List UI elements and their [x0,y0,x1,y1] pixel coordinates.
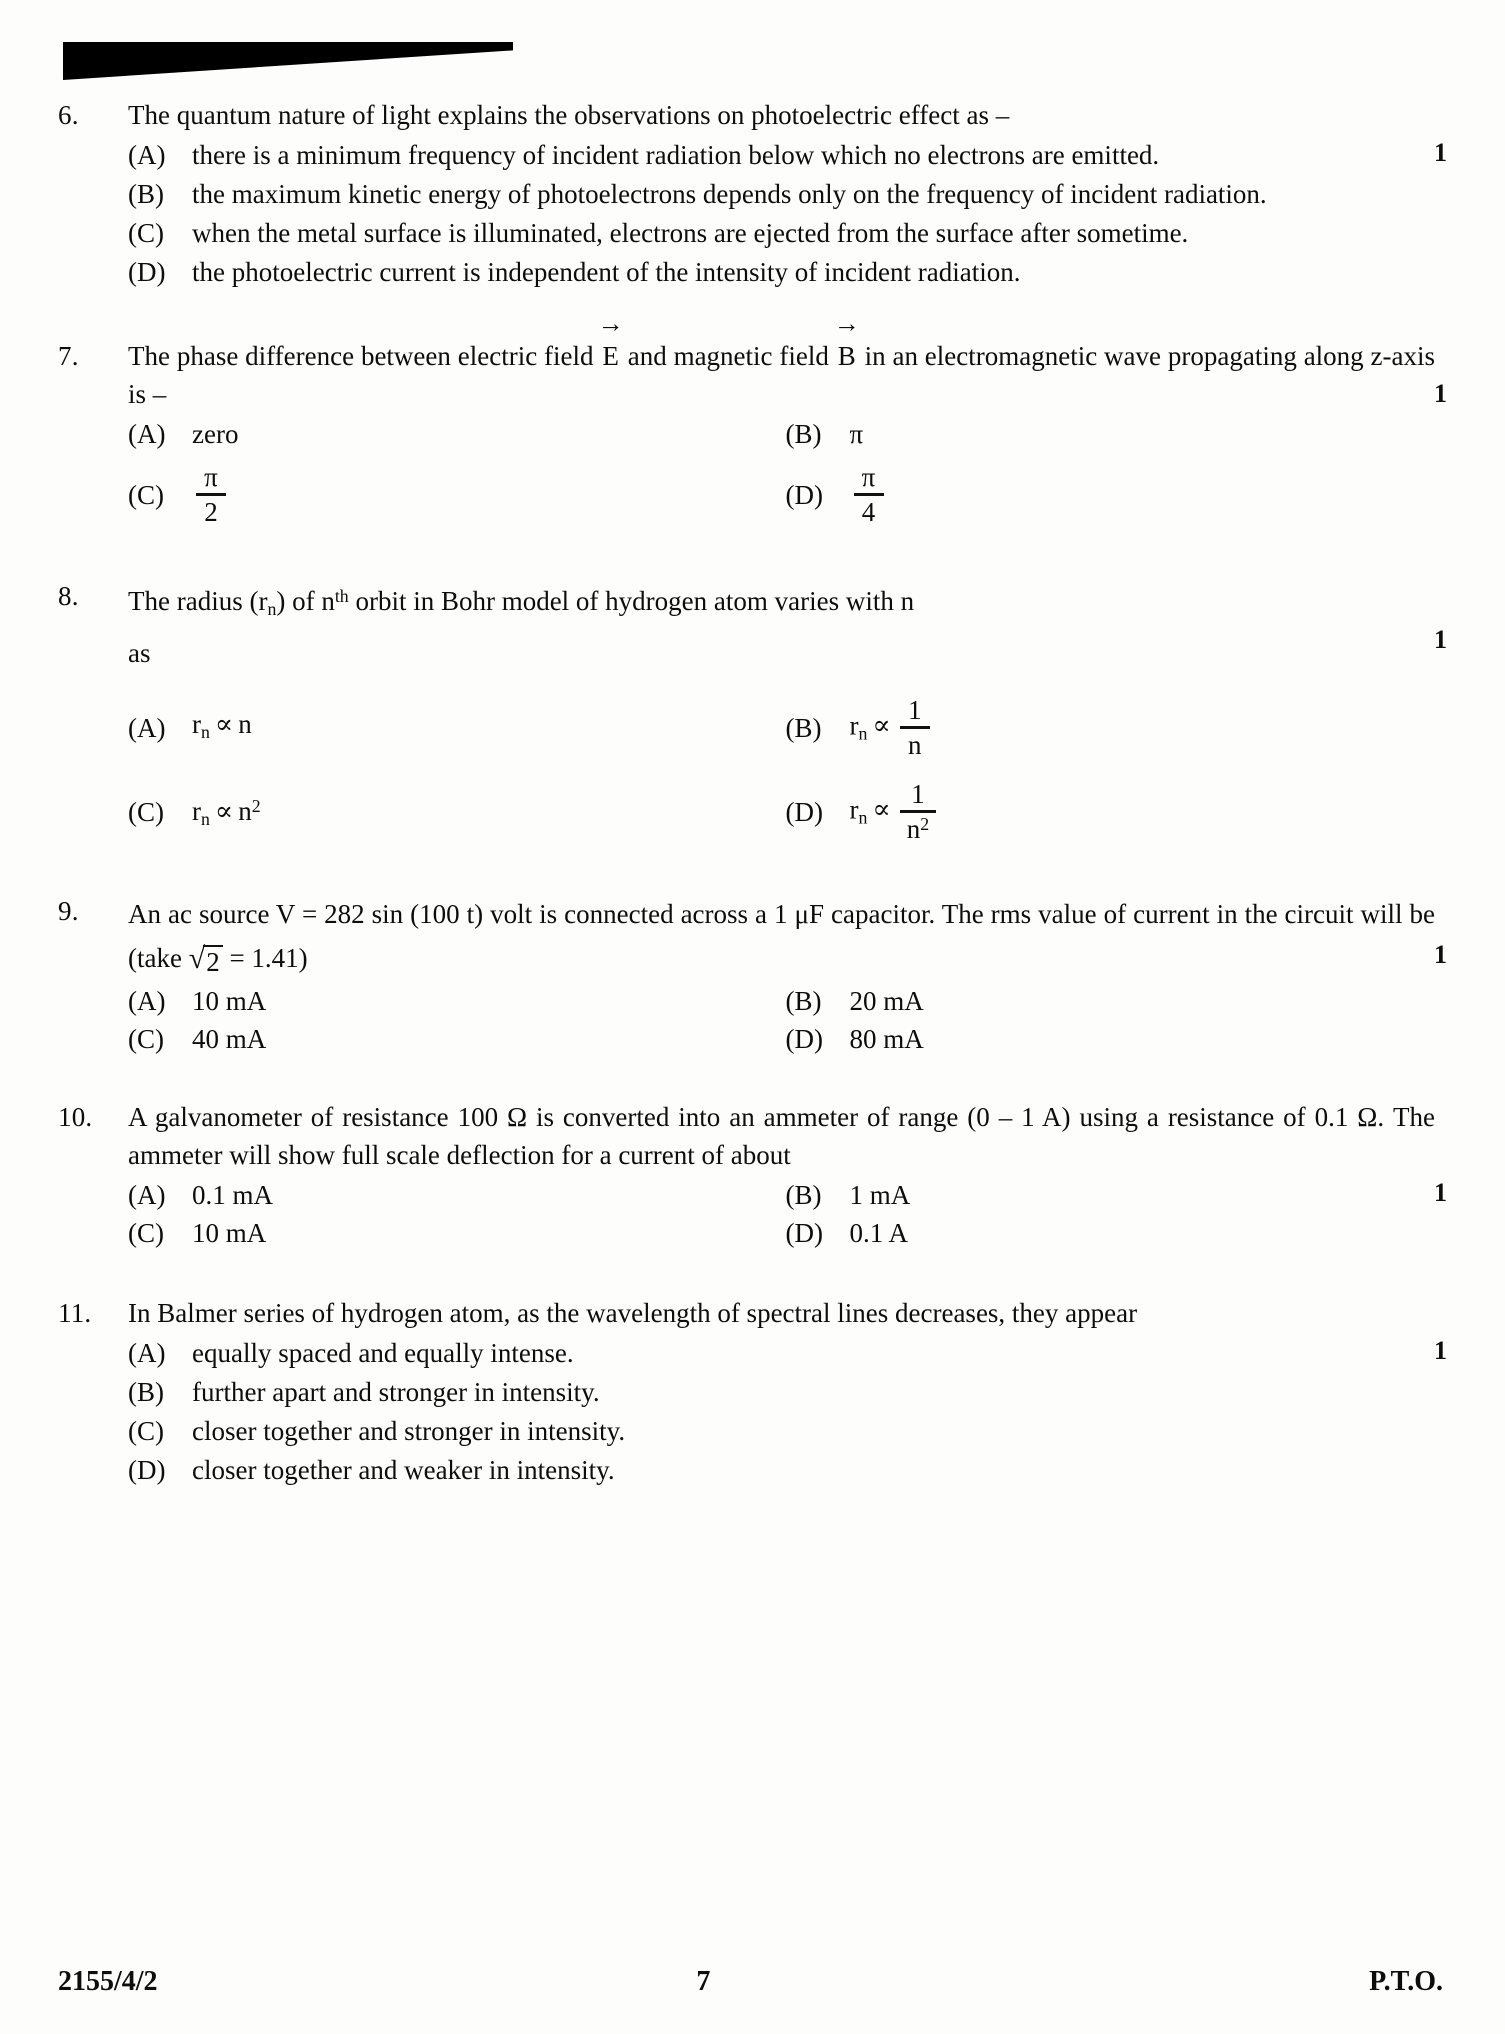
option-row [128,982,1443,1020]
square-root-icon [188,941,223,977]
question-8-number: 8. [58,581,79,611]
question-8-text-line2: as [128,638,151,668]
vector-e-letter: E [602,341,619,371]
q8-subscript-n: n [267,599,277,619]
option-item[interactable] [128,214,1443,252]
question-8 [58,577,1447,854]
option-item[interactable] [786,982,1444,1020]
question-9-options [128,982,1443,1058]
symbol-subscript-n: n [201,721,210,742]
fraction-denominator: 2 [204,497,218,527]
option-row [128,1214,1443,1252]
option-row [128,1176,1443,1214]
option-item[interactable] [128,175,1443,213]
fraction-pi-over-2 [196,463,226,527]
proportional-icon: ∝ [872,794,891,825]
fraction-pi-over-4 [854,463,884,527]
option-label: (B) [785,713,822,743]
scan-artifact-wedge [63,42,513,80]
option-label: (D) [785,1218,823,1248]
option-text: the photoelectric current is independent of the intensity of incident radiation. [192,257,1021,287]
question-11-options [128,1334,1443,1489]
question-10-options [128,1176,1443,1252]
fraction-numerator: π [861,461,876,492]
option-item[interactable] [128,1334,1443,1372]
question-11-marks: 1 [1434,1336,1447,1365]
symbol-r: r [192,795,201,826]
option-label: (A) [128,419,166,449]
option-row [128,415,1443,453]
option-item[interactable] [128,136,1443,174]
symbol-r: r [849,710,859,741]
proportional-icon: ∝ [872,710,891,741]
option-label: (A) [128,1180,166,1210]
option-label: (B) [785,419,822,449]
fraction-numerator: 1 [911,778,925,809]
question-6-number: 6. [58,100,79,130]
symbol-n: n [238,795,252,826]
option-row [128,770,1443,854]
option-item[interactable] [128,1373,1443,1411]
option-label: (A) [128,986,166,1016]
option-label: (B) [785,1180,822,1210]
option-row [128,686,1443,770]
question-7-options [128,415,1443,537]
option-text: 20 mA [849,986,924,1016]
option-text: closer together and weaker in intensity. [192,1455,615,1485]
question-10 [58,1098,1447,1252]
option-text: equally spaced and equally intense. [192,1338,574,1368]
option-label: (C) [128,1416,164,1446]
question-7 [58,309,1447,537]
symbol-n: n [238,709,252,739]
question-8-text [128,577,1443,628]
paper-code: 2155/4/2 [58,1966,158,1997]
option-label: (B) [785,986,822,1016]
q7-text-part-a: The phase difference between electric field [128,341,594,371]
option-label: (B) [128,179,164,209]
question-11-text: In Balmer series of hydrogen atom, as the wavelength of spectral lines decreases, they appear [128,1298,1138,1328]
fraction-one-over-n-squared [900,780,936,844]
option-text: π [849,419,864,449]
option-label: (D) [785,480,823,510]
option-text: the maximum kinetic energy of photoelectrons depends only on the frequency of incident radiation. [192,179,1267,209]
option-text: 0.1 A [849,1218,909,1248]
denominator-base: n [906,814,921,844]
vector-b-symbol [833,309,860,375]
vector-b-letter: B [837,341,856,371]
option-text [850,463,1444,527]
option-text: 80 mA [849,1024,924,1054]
q8-text-part-c: orbit in Bohr model of hydrogen atom varies with n [348,586,915,617]
option-text [850,780,1444,844]
symbol-r: r [849,794,859,825]
option-text [192,463,786,527]
option-label: (D) [128,1455,166,1485]
option-text: 10 mA [192,1218,267,1248]
option-item[interactable] [128,1214,786,1252]
option-label: (A) [128,713,166,743]
q7-text-part-b: and magnetic field [627,341,829,371]
proportional-icon: ∝ [214,795,234,826]
radicand: 2 [203,945,223,977]
question-11-number: 11. [58,1298,92,1328]
option-text [850,696,1444,760]
fraction-numerator: π [204,461,218,492]
question-7-number: 7. [58,341,79,371]
radical-sign: √ [188,941,206,975]
option-label: (C) [128,797,164,827]
q9-text-part-b: = 1.41) [229,943,308,973]
option-text: 1 mA [849,1180,911,1210]
option-label: (C) [128,1024,164,1054]
option-label: (A) [128,140,166,170]
vector-arrow-icon: → [597,309,624,338]
question-6-options [128,136,1443,291]
option-row [128,453,1443,537]
fraction-denominator: n [907,730,922,760]
option-text [192,787,786,838]
denominator-exponent: 2 [920,813,930,834]
option-text: when the metal surface is illuminated, electrons are ejected from the surface after sometime. [192,218,1189,248]
option-item[interactable] [786,770,1444,854]
option-text: 40 mA [192,1024,267,1054]
question-9-marks: 1 [1434,940,1447,969]
page-footer [0,1966,1505,1998]
option-label: (D) [128,257,166,287]
option-label: (C) [128,480,164,510]
option-item[interactable] [786,686,1444,770]
page-content [0,96,1505,1523]
question-11 [58,1294,1447,1489]
option-item[interactable] [786,453,1444,537]
option-text: 0.1 mA [192,1180,273,1210]
option-text: zero [192,419,239,449]
symbol-subscript-n: n [201,808,210,829]
question-9-number: 9. [58,896,79,926]
pto-label: P.T.O. [1369,1966,1443,1997]
option-row [128,1020,1443,1058]
question-10-marks: 1 [1434,1178,1447,1207]
option-text: closer together and stronger in intensity. [192,1416,626,1446]
option-item[interactable] [128,686,786,770]
question-6 [58,96,1447,291]
q7-text-part-c: in an electromagnetic wave propagating along z-axis is – [128,341,1436,409]
fraction-denominator [900,813,936,844]
option-item[interactable] [128,415,786,453]
q8-text-part-b: ) of n [276,586,335,617]
question-6-text: The quantum nature of light explains the observations on photoelectric effect as – [128,100,1010,130]
option-text: there is a minimum frequency of incident radiation below which no electrons are emitted. [192,140,1160,170]
proportional-icon: ∝ [214,709,234,739]
option-text: 10 mA [192,986,267,1016]
option-item[interactable] [128,453,786,537]
option-label: (A) [128,1338,166,1368]
fraction-denominator: 4 [861,497,876,527]
option-label: (C) [128,218,164,248]
question-10-text: A galvanometer of resistance 100 Ω is converted into an ammeter of range (0 – 1 A) using a resistance of 0.1 Ω. The ammeter will show full scale deflection for a current of about [128,1102,1435,1170]
question-7-text [128,309,1443,413]
option-item[interactable] [786,415,1444,453]
page-number: 7 [696,1966,711,1997]
vector-arrow-icon: → [833,309,860,338]
symbol-r: r [192,709,201,739]
option-item[interactable] [786,1176,1444,1214]
fraction-one-over-n [900,696,930,760]
question-9 [58,892,1447,1058]
question-8-marks: 1 [1434,625,1447,654]
symbol-subscript-n: n [858,807,868,828]
symbol-exponent: 2 [251,795,261,816]
symbol-subscript-n: n [858,723,868,744]
option-item[interactable] [128,253,1443,291]
option-label: (C) [128,1218,164,1248]
option-item[interactable] [128,1176,786,1214]
option-item[interactable] [128,1020,786,1058]
option-text: further apart and stronger in intensity. [192,1377,600,1407]
option-item[interactable] [128,1451,1443,1489]
question-6-marks: 1 [1434,138,1447,167]
q8-text-part-a: The radius (r [128,586,268,617]
question-10-number: 10. [58,1102,93,1132]
question-8-options [128,686,1443,854]
q9-text-part-a: An ac source V = 282 sin (100 t) volt is connected across a 1 μF capacitor. The rms value of current in the circuit will be (take [128,899,1435,973]
option-item[interactable] [128,1412,1443,1450]
option-text [192,705,786,751]
option-label: (D) [785,797,823,827]
question-7-marks: 1 [1434,379,1447,408]
option-item[interactable] [128,770,786,854]
fraction-numerator: 1 [907,694,922,725]
question-9-text [128,892,1443,980]
option-item[interactable] [786,1214,1444,1252]
vector-e-symbol [597,309,624,375]
q8-superscript-th: th [334,586,349,606]
option-item[interactable] [128,982,786,1020]
option-label: (D) [785,1024,823,1054]
option-item[interactable] [786,1020,1444,1058]
option-label: (B) [128,1377,164,1407]
